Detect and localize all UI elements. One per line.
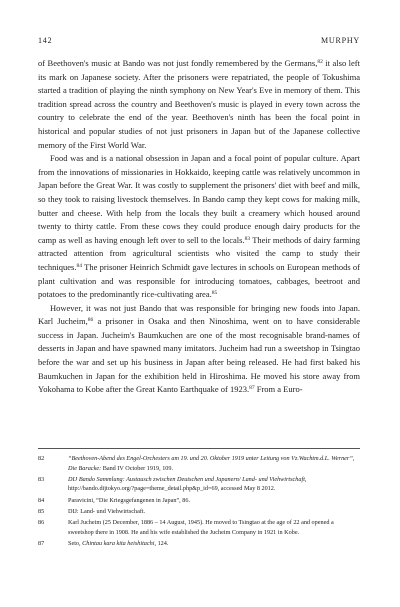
paragraph xyxy=(38,152,360,302)
footnote-ref: 84 xyxy=(76,262,82,269)
text-run: Seto, xyxy=(68,539,83,547)
footnote-number: 85 xyxy=(38,507,45,515)
footnote-text xyxy=(68,454,360,473)
text-run: Karl Jucheim (25 December, 1886 – 14 August, 1945). He moved to Tsingtao at the age of 22 and opened a sweetshop there in 1908. He and his wife established the Jucheim Company in 1921 in Kobe. xyxy=(68,518,334,536)
page-number: 142 xyxy=(38,36,53,45)
footnote-ref: 86 xyxy=(87,317,94,324)
footnote-ref: 87 xyxy=(249,385,255,392)
footnote-number: 82 xyxy=(38,455,45,462)
text-run: it also left its mark on Japanese society. After the prisoners were repatriated, the people of Tokushima started a tradition of playing the ninth symphony on New Year's Eve in memory of them. This tradition spread across the country and Beethoven's music is played in every town across the country to celebrate the end of the year. Beethoven's ninth has been the focal point in historical and popular studies of not just prisoners in Japan but of the Japanese collective memory of the First World War. xyxy=(38,58,360,150)
text-run: a prisoner in Osaka and then Ninoshima, went on to have considerable success in Japan. Jucheim's Baumkuchen are one of the most recognisable brand-names of desserts in Japan and have spawned many imitators. Jucheim had run a sweetshop in Tsingtao before the war and set up his business in Japan after being released. He had first baked his Baumkuchen in Japan for the exhibition held in Hiroshima. He moved his store away from Yokohama to Kobe after the Great Kanto Earthquake of 1923. xyxy=(38,316,360,395)
text-run: Their methods of dairy farming attracted attention from agricultural scientists who visited the camp to study their techniques. xyxy=(38,234,360,272)
footnote-number: 86 xyxy=(38,518,45,526)
italic-text: DIJ Bando Sammlung: Austausch zwischen Deutschen und Japanern/ Land- und Viehwirtschaft, xyxy=(68,475,307,483)
italic-text: Chintau kara kita heishitachi xyxy=(82,539,155,547)
paragraph xyxy=(38,57,360,152)
footnote-text xyxy=(68,539,360,549)
footnote-number: 87 xyxy=(38,539,45,547)
footnote xyxy=(38,496,360,506)
footnote-ref: 85 xyxy=(211,290,218,297)
footnote xyxy=(38,507,360,517)
footnote-divider xyxy=(38,448,360,449)
text-run: , 124. xyxy=(154,539,169,547)
running-head: MURPHY xyxy=(320,36,360,45)
text-run: Band IV October 1919, 109. xyxy=(101,464,174,472)
footnote xyxy=(38,475,360,494)
text-run: However, it was not just Bando that was responsible for bringing new foods into Japan. Karl Jucheim, xyxy=(38,302,360,327)
text-run: The prisoner Heinrich Schmidt gave lectures in schools on European methods of plant cultivation and was responsible for introducing tomatoes, cabbages, beetroot and potatoes to the predominantly rice-cultivating area. xyxy=(38,261,360,300)
footnote-ref: 83 xyxy=(244,235,251,242)
footnotes xyxy=(38,454,360,550)
paragraph xyxy=(38,302,360,397)
footnote-number: 84 xyxy=(38,496,45,504)
footnote xyxy=(38,454,360,473)
running-header xyxy=(38,36,360,48)
footnote-text xyxy=(68,475,360,494)
footnote-number: 83 xyxy=(38,475,45,483)
text-run: DIJ: Land- und Viehwirtschaft. xyxy=(68,507,146,515)
footnote-ref: 82 xyxy=(317,59,323,65)
main-text xyxy=(38,57,360,397)
text-run: http://bando.dijtokyo.org/?page=theme_detail.php&p_id=69, accessed May 8 2012. xyxy=(68,485,276,493)
footnote xyxy=(38,539,360,549)
footnote xyxy=(38,518,360,537)
italic-text: “Beethoven-Abend des Engel-Orchesters am 19. und 20. Oktober 1919 unter Leitung von Vz.Wachtm.d.L. Werner”, Die Baracke: xyxy=(68,455,355,472)
text-run: of Beethoven's music at Bando was not just fondly remembered by the Germans, xyxy=(38,58,318,68)
text-run: From a Euro- xyxy=(254,384,303,395)
footnote-text xyxy=(68,518,360,537)
text-run: Food was and is a national obsession in Japan and a focal point of popular culture. Apart from the innovations of missionaries in Hokkaido, keeping cattle was relatively uncommon in Japan before the Great War. It was costly to supplement the prisoners' diet with beef and milk, so they took to raising livestock themselves. In Bando camp they kept cows for making milk, butter and cheese. With help from the locals they built a creamery which housed around twenty to thirty cattle. From these cows they could produce enough dairy products for the camp as well as having enough left over to sell to the locals. xyxy=(38,153,360,245)
footnote-text xyxy=(68,507,360,517)
text-run: Paravicini, “Die Kriegsgefangenen in Japan”, 86. xyxy=(68,496,190,504)
footnote-text xyxy=(68,496,360,506)
